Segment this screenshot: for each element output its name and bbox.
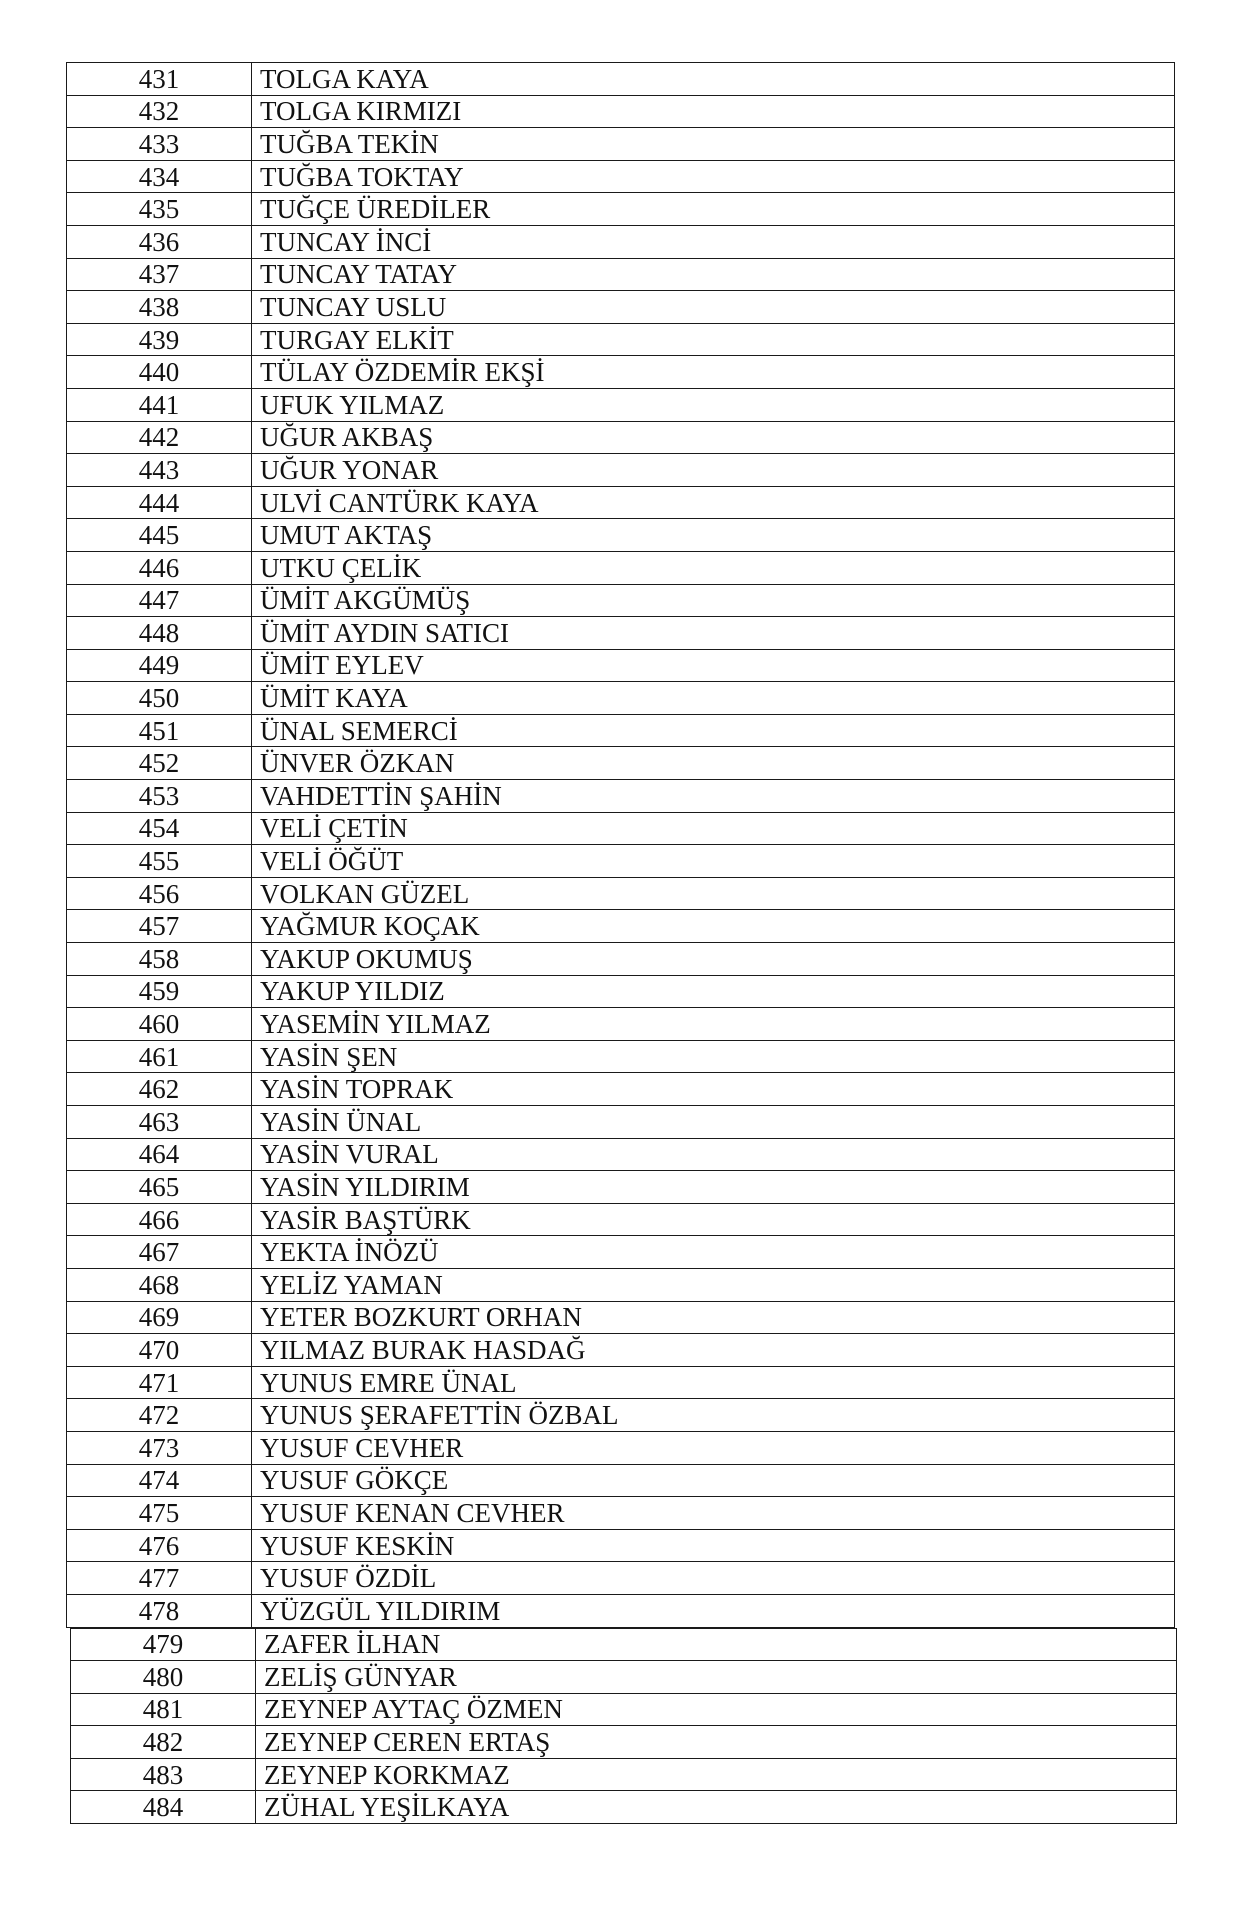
person-name: UMUT AKTAŞ bbox=[252, 519, 1175, 552]
name-table-body-1 bbox=[67, 63, 1175, 1628]
row-number: 462 bbox=[67, 1073, 252, 1106]
row-number: 454 bbox=[67, 812, 252, 845]
person-name: YUSUF CEVHER bbox=[252, 1431, 1175, 1464]
name-table-part-1 bbox=[66, 62, 1175, 1628]
table-row bbox=[71, 1628, 1177, 1661]
row-number: 455 bbox=[67, 845, 252, 878]
person-name: TOLGA KIRMIZI bbox=[252, 95, 1175, 128]
row-number: 436 bbox=[67, 225, 252, 258]
person-name: ÜNVER ÖZKAN bbox=[252, 747, 1175, 780]
row-number: 440 bbox=[67, 356, 252, 389]
person-name: YÜZGÜL YILDIRIM bbox=[252, 1594, 1175, 1627]
person-name: YUSUF GÖKÇE bbox=[252, 1464, 1175, 1497]
row-number: 431 bbox=[67, 63, 252, 96]
table-row bbox=[67, 780, 1175, 813]
person-name: ULVİ CANTÜRK KAYA bbox=[252, 486, 1175, 519]
person-name: YASİN ÜNAL bbox=[252, 1106, 1175, 1139]
person-name: YUNUS EMRE ÜNAL bbox=[252, 1366, 1175, 1399]
person-name: VELİ ÖĞÜT bbox=[252, 845, 1175, 878]
row-number: 435 bbox=[67, 193, 252, 226]
person-name: YUSUF ÖZDİL bbox=[252, 1562, 1175, 1595]
row-number: 465 bbox=[67, 1171, 252, 1204]
row-number: 449 bbox=[67, 649, 252, 682]
person-name: ÜMİT AKGÜMÜŞ bbox=[252, 584, 1175, 617]
table-row bbox=[67, 943, 1175, 976]
row-number: 480 bbox=[71, 1661, 256, 1694]
row-number: 451 bbox=[67, 714, 252, 747]
table-row bbox=[67, 454, 1175, 487]
row-number: 473 bbox=[67, 1431, 252, 1464]
person-name: ZEYNEP AYTAÇ ÖZMEN bbox=[256, 1693, 1177, 1726]
person-name: YASİN TOPRAK bbox=[252, 1073, 1175, 1106]
table-row bbox=[71, 1726, 1177, 1759]
person-name: YASİN VURAL bbox=[252, 1138, 1175, 1171]
row-number: 444 bbox=[67, 486, 252, 519]
person-name: TUNCAY USLU bbox=[252, 291, 1175, 324]
table-row bbox=[67, 95, 1175, 128]
table-row bbox=[67, 1594, 1175, 1627]
row-number: 484 bbox=[71, 1791, 256, 1824]
row-number: 456 bbox=[67, 877, 252, 910]
person-name: YAKUP OKUMUŞ bbox=[252, 943, 1175, 976]
person-name: YELİZ YAMAN bbox=[252, 1268, 1175, 1301]
person-name: YEKTA İNÖZÜ bbox=[252, 1236, 1175, 1269]
row-number: 471 bbox=[67, 1366, 252, 1399]
row-number: 437 bbox=[67, 258, 252, 291]
row-number: 450 bbox=[67, 682, 252, 715]
table-row bbox=[67, 714, 1175, 747]
row-number: 463 bbox=[67, 1106, 252, 1139]
row-number: 459 bbox=[67, 975, 252, 1008]
name-table-body-2 bbox=[71, 1628, 1177, 1824]
row-number: 475 bbox=[67, 1497, 252, 1530]
table-row bbox=[67, 1529, 1175, 1562]
row-number: 432 bbox=[67, 95, 252, 128]
person-name: YAKUP YILDIZ bbox=[252, 975, 1175, 1008]
table-row bbox=[67, 1008, 1175, 1041]
person-name: ZÜHAL YEŞİLKAYA bbox=[256, 1791, 1177, 1824]
table-row bbox=[67, 1301, 1175, 1334]
table-row bbox=[67, 225, 1175, 258]
table-row bbox=[67, 845, 1175, 878]
table-row bbox=[67, 421, 1175, 454]
row-number: 476 bbox=[67, 1529, 252, 1562]
row-number: 445 bbox=[67, 519, 252, 552]
table-row bbox=[67, 1040, 1175, 1073]
row-number: 446 bbox=[67, 551, 252, 584]
table-row bbox=[67, 1203, 1175, 1236]
table-row bbox=[67, 910, 1175, 943]
table-row bbox=[67, 617, 1175, 650]
person-name: YUNUS ŞERAFETTİN ÖZBAL bbox=[252, 1399, 1175, 1432]
table-row bbox=[67, 1497, 1175, 1530]
person-name: ÜMİT KAYA bbox=[252, 682, 1175, 715]
table-row bbox=[67, 1366, 1175, 1399]
person-name: TUNCAY İNCİ bbox=[252, 225, 1175, 258]
person-name: ZEYNEP CEREN ERTAŞ bbox=[256, 1726, 1177, 1759]
row-number: 441 bbox=[67, 388, 252, 421]
table-row bbox=[67, 1431, 1175, 1464]
table-row bbox=[67, 160, 1175, 193]
table-row bbox=[71, 1661, 1177, 1694]
person-name: UTKU ÇELİK bbox=[252, 551, 1175, 584]
row-number: 438 bbox=[67, 291, 252, 324]
person-name: YASEMİN YILMAZ bbox=[252, 1008, 1175, 1041]
row-number: 442 bbox=[67, 421, 252, 454]
person-name: YUSUF KENAN CEVHER bbox=[252, 1497, 1175, 1530]
person-name: YASİN ŞEN bbox=[252, 1040, 1175, 1073]
row-number: 468 bbox=[67, 1268, 252, 1301]
person-name: UĞUR YONAR bbox=[252, 454, 1175, 487]
person-name: YAĞMUR KOÇAK bbox=[252, 910, 1175, 943]
row-number: 460 bbox=[67, 1008, 252, 1041]
row-number: 483 bbox=[71, 1758, 256, 1791]
person-name: TUĞÇE ÜREDİLER bbox=[252, 193, 1175, 226]
row-number: 458 bbox=[67, 943, 252, 976]
person-name: VELİ ÇETİN bbox=[252, 812, 1175, 845]
row-number: 452 bbox=[67, 747, 252, 780]
person-name: YILMAZ BURAK HASDAĞ bbox=[252, 1334, 1175, 1367]
person-name: YASİR BAŞTÜRK bbox=[252, 1203, 1175, 1236]
row-number: 448 bbox=[67, 617, 252, 650]
table-row bbox=[71, 1791, 1177, 1824]
row-number: 477 bbox=[67, 1562, 252, 1595]
table-row bbox=[67, 812, 1175, 845]
row-number: 464 bbox=[67, 1138, 252, 1171]
row-number: 466 bbox=[67, 1203, 252, 1236]
table-row bbox=[67, 258, 1175, 291]
person-name: ZAFER İLHAN bbox=[256, 1628, 1177, 1661]
table-row bbox=[67, 1268, 1175, 1301]
table-row bbox=[67, 747, 1175, 780]
row-number: 439 bbox=[67, 323, 252, 356]
person-name: TOLGA KAYA bbox=[252, 63, 1175, 96]
person-name: ZEYNEP KORKMAZ bbox=[256, 1758, 1177, 1791]
person-name: ÜMİT EYLEV bbox=[252, 649, 1175, 682]
row-number: 482 bbox=[71, 1726, 256, 1759]
table-row bbox=[67, 1334, 1175, 1367]
table-row bbox=[71, 1693, 1177, 1726]
person-name: TUĞBA TOKTAY bbox=[252, 160, 1175, 193]
table-row bbox=[67, 388, 1175, 421]
table-row bbox=[67, 877, 1175, 910]
person-name: ÜNAL SEMERCİ bbox=[252, 714, 1175, 747]
table-row bbox=[67, 649, 1175, 682]
person-name: TURGAY ELKİT bbox=[252, 323, 1175, 356]
person-name: YASİN YILDIRIM bbox=[252, 1171, 1175, 1204]
person-name: YUSUF KESKİN bbox=[252, 1529, 1175, 1562]
row-number: 481 bbox=[71, 1693, 256, 1726]
table-row bbox=[67, 1106, 1175, 1139]
table-row bbox=[67, 1464, 1175, 1497]
table-row bbox=[67, 519, 1175, 552]
table-row bbox=[67, 1138, 1175, 1171]
person-name: VAHDETTİN ŞAHİN bbox=[252, 780, 1175, 813]
row-number: 461 bbox=[67, 1040, 252, 1073]
row-number: 433 bbox=[67, 128, 252, 161]
person-name: ZELİŞ GÜNYAR bbox=[256, 1661, 1177, 1694]
person-name: TÜLAY ÖZDEMİR EKŞİ bbox=[252, 356, 1175, 389]
person-name: UĞUR AKBAŞ bbox=[252, 421, 1175, 454]
table-row bbox=[67, 128, 1175, 161]
table-row bbox=[71, 1758, 1177, 1791]
table-row bbox=[67, 1399, 1175, 1432]
row-number: 467 bbox=[67, 1236, 252, 1269]
row-number: 447 bbox=[67, 584, 252, 617]
row-number: 443 bbox=[67, 454, 252, 487]
row-number: 472 bbox=[67, 1399, 252, 1432]
table-row bbox=[67, 551, 1175, 584]
table-row bbox=[67, 486, 1175, 519]
row-number: 434 bbox=[67, 160, 252, 193]
person-name: TUĞBA TEKİN bbox=[252, 128, 1175, 161]
name-table-part-2 bbox=[70, 1628, 1177, 1825]
row-number: 478 bbox=[67, 1594, 252, 1627]
table-row bbox=[67, 356, 1175, 389]
table-row bbox=[67, 193, 1175, 226]
table-row bbox=[67, 323, 1175, 356]
row-number: 469 bbox=[67, 1301, 252, 1334]
row-number: 457 bbox=[67, 910, 252, 943]
table-row bbox=[67, 1073, 1175, 1106]
table-row bbox=[67, 291, 1175, 324]
person-name: YETER BOZKURT ORHAN bbox=[252, 1301, 1175, 1334]
table-row bbox=[67, 975, 1175, 1008]
row-number: 453 bbox=[67, 780, 252, 813]
table-row bbox=[67, 1171, 1175, 1204]
row-number: 479 bbox=[71, 1628, 256, 1661]
table-row bbox=[67, 682, 1175, 715]
table-row bbox=[67, 1562, 1175, 1595]
row-number: 474 bbox=[67, 1464, 252, 1497]
person-name: ÜMİT AYDIN SATICI bbox=[252, 617, 1175, 650]
table-row bbox=[67, 584, 1175, 617]
table-row bbox=[67, 1236, 1175, 1269]
person-name: TUNCAY TATAY bbox=[252, 258, 1175, 291]
table-row bbox=[67, 63, 1175, 96]
person-name: UFUK YILMAZ bbox=[252, 388, 1175, 421]
row-number: 470 bbox=[67, 1334, 252, 1367]
name-list-document bbox=[66, 62, 1177, 1824]
person-name: VOLKAN GÜZEL bbox=[252, 877, 1175, 910]
